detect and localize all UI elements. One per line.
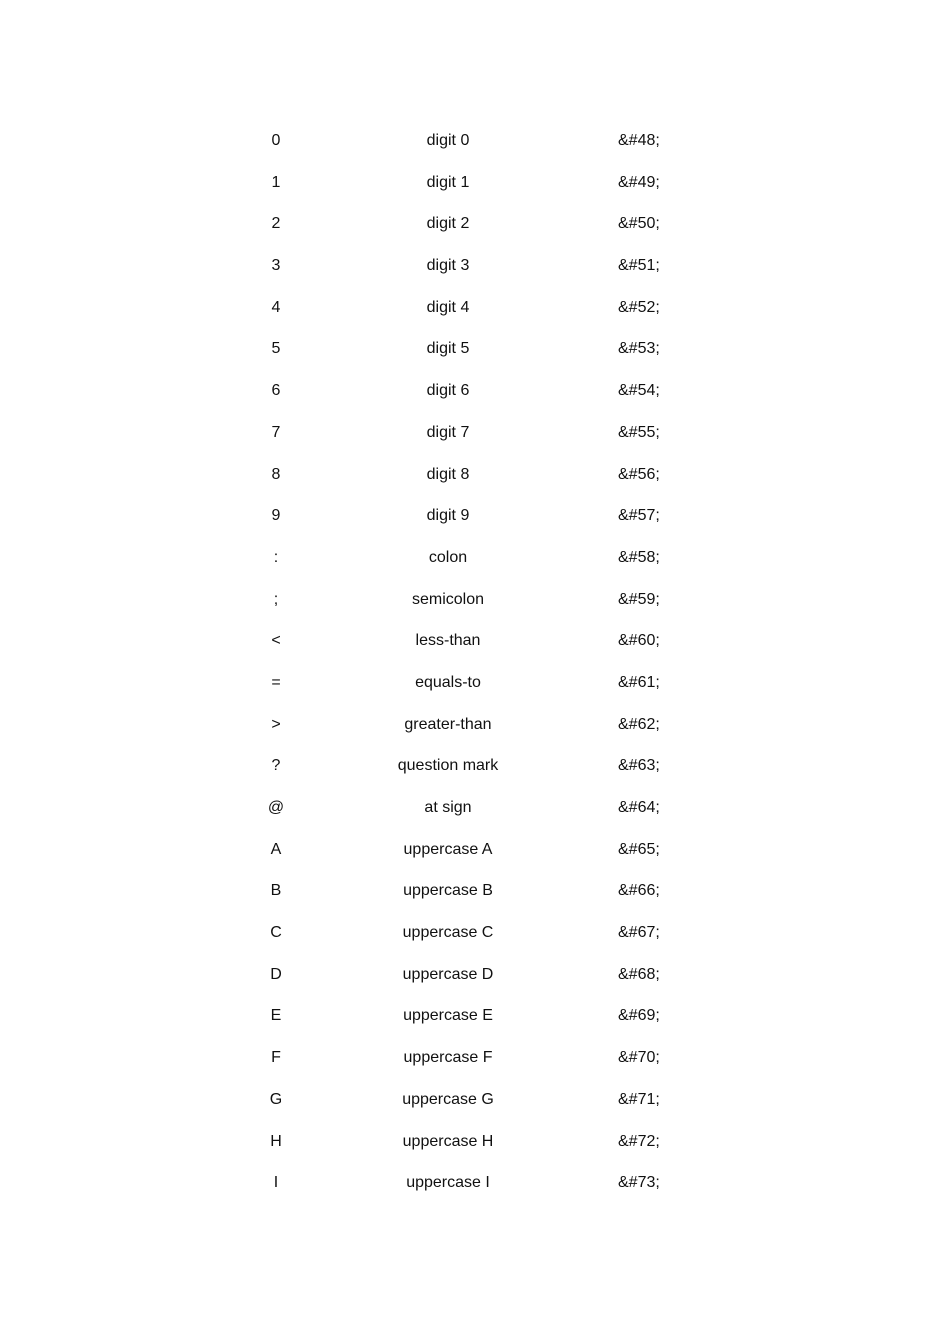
- description-cell: uppercase G: [402, 1090, 494, 1108]
- table-row: [0, 870, 950, 912]
- character-cell: <: [271, 632, 281, 650]
- description-cell: question mark: [397, 757, 499, 775]
- entity-code-cell: &#60;: [618, 632, 660, 650]
- character-cell: F: [271, 1049, 281, 1067]
- description-cell: colon: [428, 548, 468, 566]
- character-cell: 1: [271, 173, 281, 191]
- entity-code-cell: &#69;: [618, 1007, 660, 1025]
- table-row: [0, 912, 950, 954]
- character-cell: C: [270, 924, 282, 942]
- character-cell: E: [270, 1007, 282, 1025]
- description-cell: uppercase E: [403, 1007, 493, 1025]
- description-cell: digit 1: [426, 173, 470, 191]
- table-row: [0, 954, 950, 996]
- description-cell: digit 3: [426, 257, 470, 275]
- character-cell: 7: [271, 423, 281, 441]
- table-row: [0, 579, 950, 621]
- table-row: [0, 704, 950, 746]
- character-cell: 8: [271, 465, 281, 483]
- description-cell: uppercase F: [403, 1049, 493, 1067]
- table-row: [0, 745, 950, 787]
- description-cell: uppercase A: [403, 840, 493, 858]
- table-row: [0, 162, 950, 204]
- character-cell: D: [270, 965, 282, 983]
- description-cell: digit 2: [426, 215, 470, 233]
- character-cell: ;: [273, 590, 279, 608]
- description-cell: uppercase D: [402, 965, 494, 983]
- entity-code-cell: &#49;: [618, 173, 660, 191]
- character-cell: 2: [271, 215, 281, 233]
- table-row: [0, 245, 950, 287]
- entity-code-cell: &#61;: [618, 673, 660, 691]
- table-row: [0, 328, 950, 370]
- table-row: [0, 1079, 950, 1121]
- entity-code-cell: &#57;: [618, 507, 660, 525]
- character-cell: 0: [271, 132, 281, 149]
- entity-code-cell: &#58;: [618, 548, 660, 566]
- description-cell: digit 4: [426, 298, 470, 316]
- description-cell: uppercase H: [402, 1132, 494, 1150]
- entity-code-cell: &#55;: [618, 423, 660, 441]
- entity-code-cell: &#64;: [618, 799, 660, 816]
- table-row: [0, 120, 950, 162]
- entity-code-cell: &#63;: [618, 757, 660, 775]
- table-row: [0, 454, 950, 496]
- description-cell: digit 5: [426, 340, 470, 358]
- character-code-table: [0, 120, 950, 1204]
- entity-code-cell: &#65;: [618, 840, 660, 858]
- character-cell: G: [269, 1090, 283, 1108]
- character-cell: B: [270, 882, 282, 900]
- table-row: [0, 370, 950, 412]
- table-row: [0, 495, 950, 537]
- entity-code-cell: &#71;: [618, 1090, 660, 1108]
- entity-code-cell: &#50;: [618, 215, 660, 233]
- character-cell: H: [270, 1132, 282, 1150]
- table-row: [0, 1037, 950, 1079]
- entity-code-cell: &#51;: [618, 257, 660, 275]
- entity-code-cell: &#66;: [618, 882, 660, 900]
- description-cell: digit 7: [426, 423, 470, 441]
- entity-code-cell: &#70;: [618, 1049, 660, 1067]
- table-row: [0, 203, 950, 245]
- description-cell: uppercase B: [403, 882, 493, 900]
- description-cell: digit 0: [426, 132, 470, 149]
- table-row: [0, 662, 950, 704]
- character-cell: ?: [271, 757, 281, 775]
- character-cell: >: [271, 715, 281, 733]
- table-row: [0, 829, 950, 871]
- table-row: [0, 995, 950, 1037]
- entity-code-cell: &#54;: [618, 382, 660, 400]
- character-cell: 3: [271, 257, 281, 275]
- entity-code-cell: &#59;: [618, 590, 660, 608]
- description-cell: uppercase I: [406, 1174, 490, 1192]
- character-cell: A: [270, 840, 282, 858]
- table-row: [0, 1162, 950, 1204]
- table-row: [0, 620, 950, 662]
- description-cell: digit 6: [426, 382, 470, 400]
- character-cell: 6: [271, 382, 281, 400]
- table-row: [0, 537, 950, 579]
- entity-code-cell: &#48;: [618, 132, 660, 149]
- description-cell: greater-than: [404, 715, 492, 733]
- character-cell: 4: [271, 298, 281, 316]
- description-cell: less-than: [415, 632, 481, 650]
- table-row: [0, 787, 950, 829]
- entity-code-cell: &#62;: [618, 715, 660, 733]
- entity-code-cell: &#68;: [618, 965, 660, 983]
- description-cell: uppercase C: [402, 924, 494, 942]
- description-cell: at sign: [424, 799, 472, 816]
- description-cell: semicolon: [411, 590, 485, 608]
- description-cell: equals-to: [415, 673, 481, 691]
- entity-code-cell: &#53;: [618, 340, 660, 358]
- description-cell: digit 8: [426, 465, 470, 483]
- entity-code-cell: &#67;: [618, 924, 660, 942]
- table-row: [0, 412, 950, 454]
- entity-code-cell: &#56;: [618, 465, 660, 483]
- table-row: [0, 1121, 950, 1163]
- character-cell: I: [273, 1174, 279, 1192]
- character-cell: =: [271, 673, 281, 691]
- character-cell: :: [273, 548, 279, 566]
- character-cell: 9: [271, 507, 281, 525]
- character-cell: 5: [271, 340, 281, 358]
- entity-code-cell: &#73;: [618, 1174, 660, 1192]
- entity-code-cell: &#72;: [618, 1132, 660, 1150]
- table-row: [0, 287, 950, 329]
- character-cell: @: [267, 799, 285, 816]
- entity-code-cell: &#52;: [618, 298, 660, 316]
- description-cell: digit 9: [426, 507, 470, 525]
